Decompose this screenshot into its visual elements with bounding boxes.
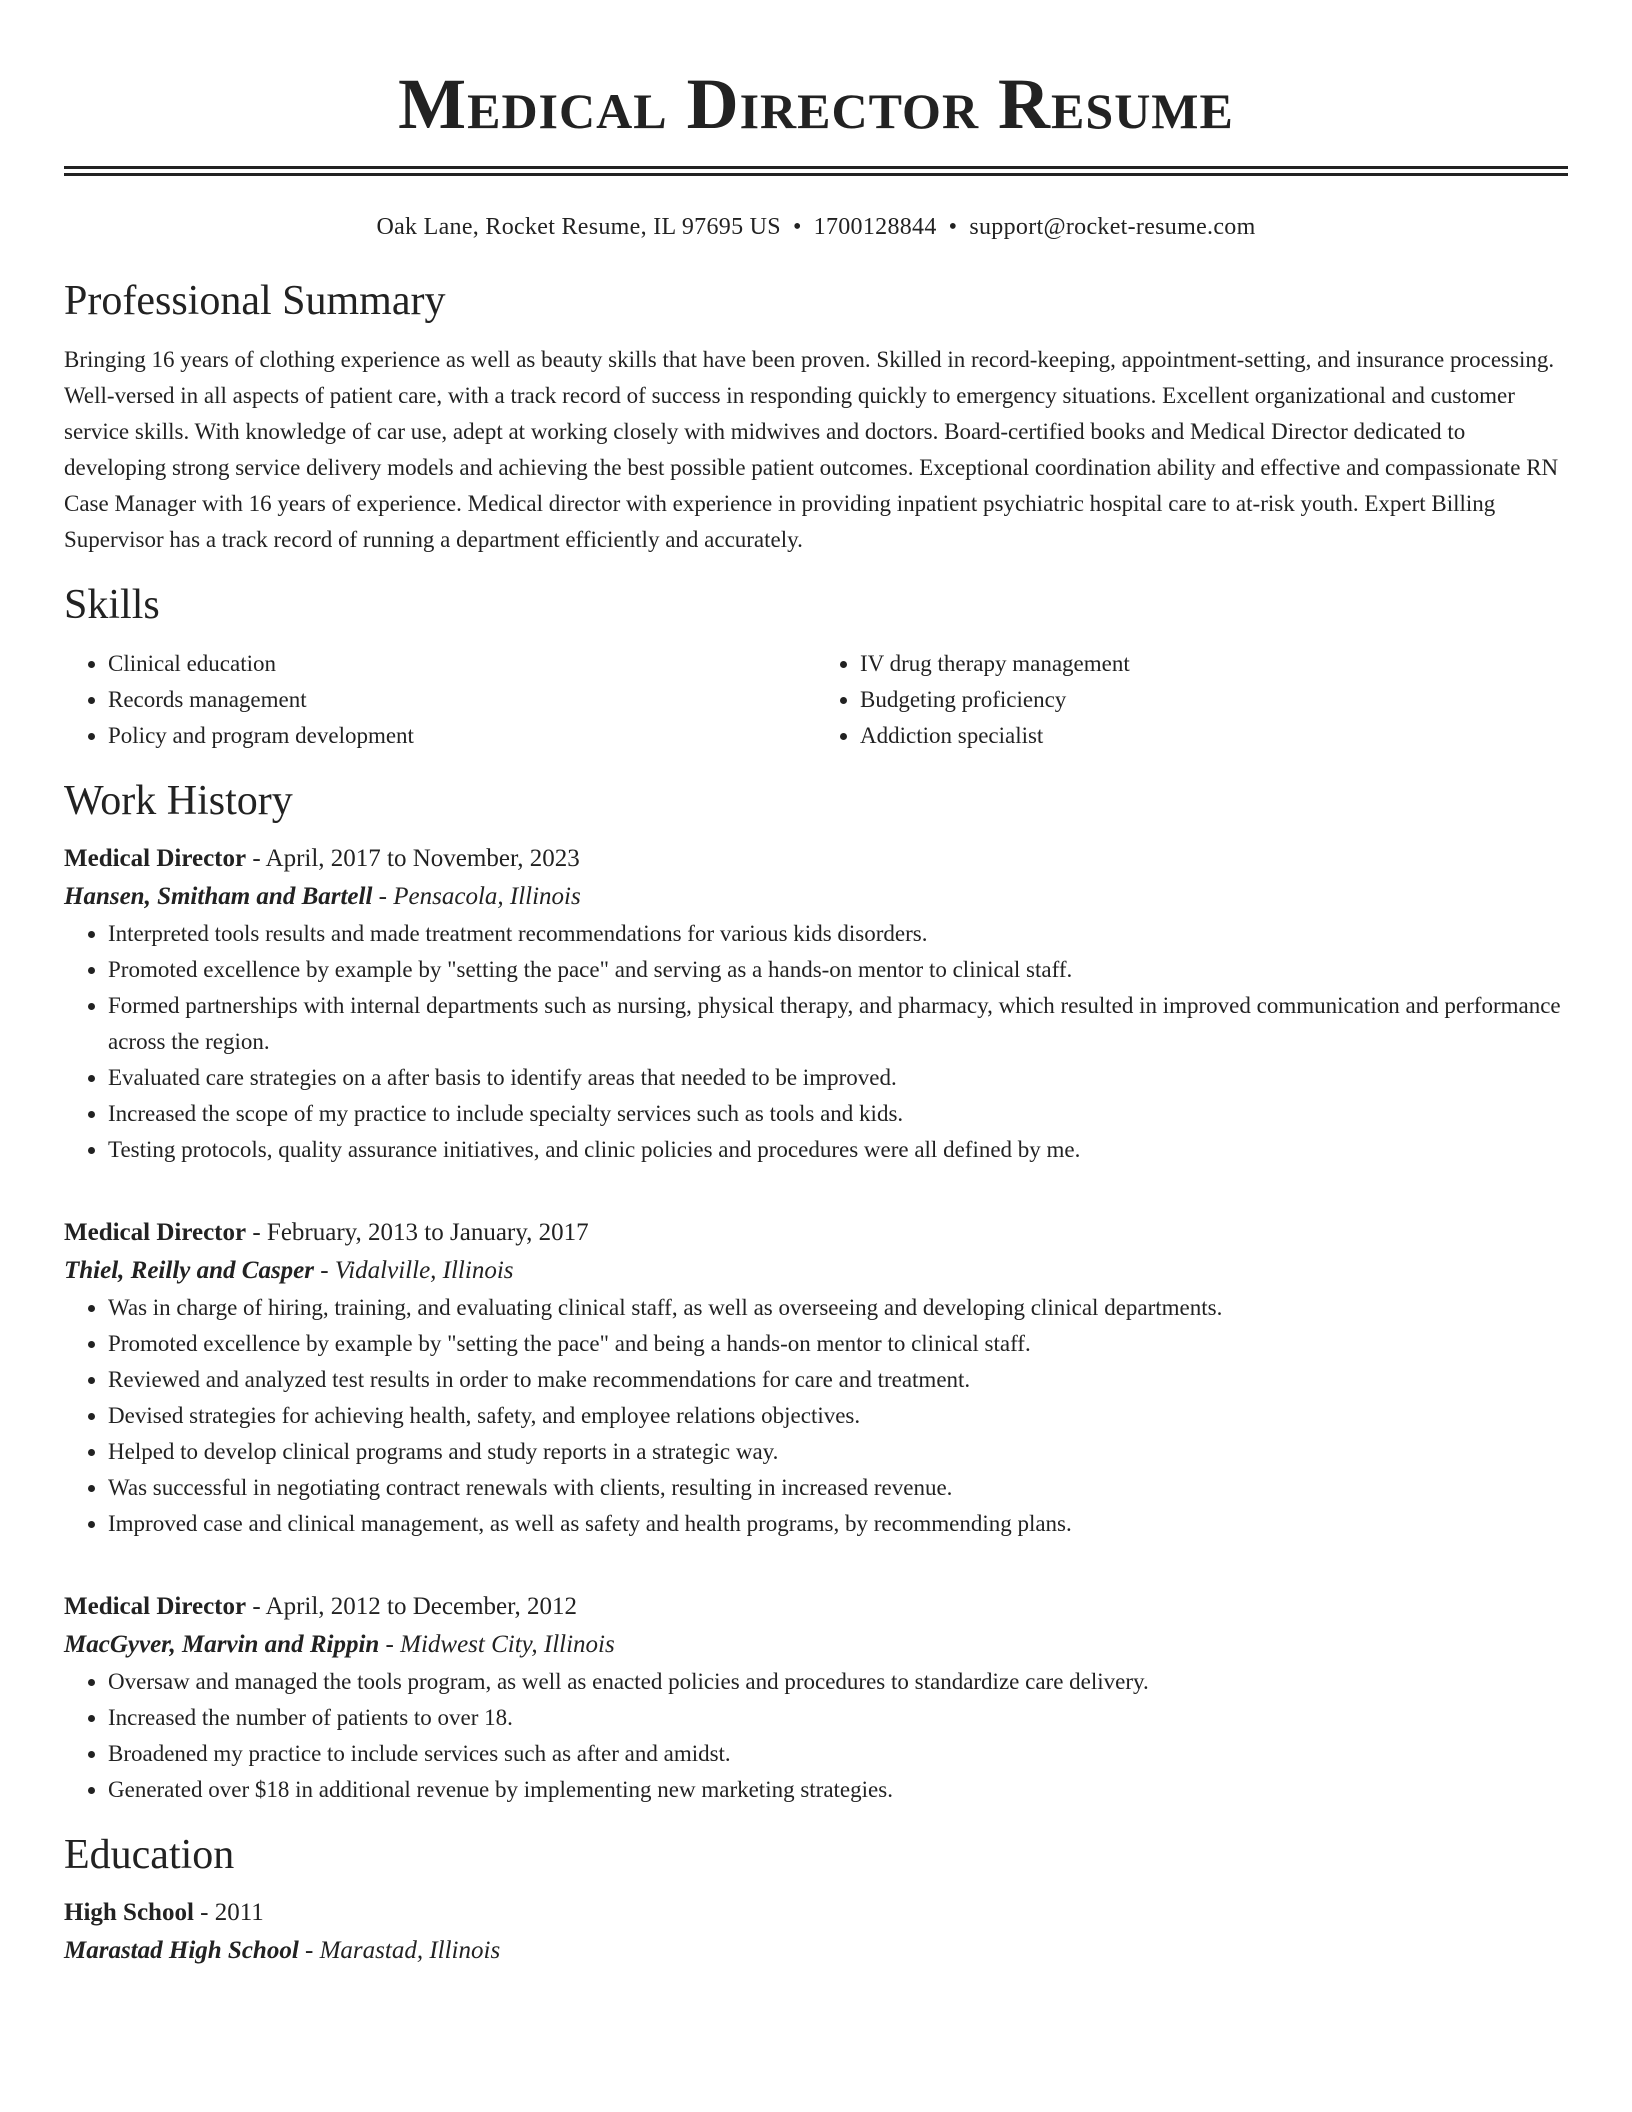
job-role: Medical Director <box>64 1593 247 1620</box>
job-bullet: • Was successful in negotiating contract renewals with clients, resulting in increased revenue. <box>108 1470 1568 1506</box>
work-section <box>64 776 1568 1808</box>
work-heading: Work History <box>64 778 293 824</box>
job-bullet: • Broadened my practice to include services such as after and amidst. <box>108 1736 1568 1772</box>
education-degree-line <box>64 1894 1568 1932</box>
skill-item: • Records management <box>108 682 816 718</box>
contact-separator: • <box>792 214 802 240</box>
skill-item: • Clinical education <box>108 646 816 682</box>
summary-heading: Professional Summary <box>64 278 446 324</box>
skills-heading: Skills <box>64 582 160 628</box>
skill-item: • Budgeting proficiency <box>860 682 1568 718</box>
job-entry <box>64 840 1568 1168</box>
skill-item: • Addiction specialist <box>860 718 1568 754</box>
job-bullet: • Promoted excellence by example by "setting the pace" and serving as a hands-on mentor to clinical staff. <box>108 952 1568 988</box>
job-bullet: • Devised strategies for achieving health, safety, and employee relations objectives. <box>108 1398 1568 1434</box>
resume-title: Medical Director Resume <box>398 64 1234 144</box>
job-title-line <box>64 1214 1568 1252</box>
title-divider <box>64 166 1568 176</box>
education-school: Marastad High School <box>64 1937 299 1964</box>
job-bullets <box>64 1290 1568 1542</box>
job-bullet: • Evaluated care strategies on a after basis to identify areas that needed to be improved. <box>108 1060 1568 1096</box>
job-dates: - April, 2012 to December, 2012 <box>246 1593 577 1620</box>
job-bullets <box>64 1664 1568 1808</box>
job-bullet: • Was in charge of hiring, training, and evaluating clinical staff, as well as overseeing and developing clinical departments. <box>108 1290 1568 1326</box>
job-title-line <box>64 1588 1568 1626</box>
job-bullet: • Improved case and clinical management, as well as safety and health programs, by recommending plans. <box>108 1506 1568 1542</box>
job-title-line <box>64 840 1568 878</box>
job-company-line <box>64 878 1568 916</box>
job-location: - Midwest City, Illinois <box>379 1631 615 1658</box>
skill-item: • Policy and program development <box>108 718 816 754</box>
job-bullets <box>64 916 1568 1168</box>
job-role: Medical Director <box>64 845 247 872</box>
job-bullet: • Formed partnerships with internal departments such as nursing, physical therapy, and pharmacy, which resulted in improved communication and performance across the region. <box>108 988 1568 1060</box>
job-entry <box>64 1214 1568 1542</box>
job-bullet: • Promoted excellence by example by "setting the pace" and being a hands-on mentor to clinical staff. <box>108 1326 1568 1362</box>
job-bullet: • Oversaw and managed the tools program, as well as enacted policies and procedures to standardize care delivery. <box>108 1664 1568 1700</box>
job-bullet: • Increased the scope of my practice to include specialty services such as tools and kids. <box>108 1096 1568 1132</box>
contact-separator: • <box>948 214 958 240</box>
job-dates: - February, 2013 to January, 2017 <box>246 1219 589 1246</box>
education-year: - 2011 <box>193 1899 264 1926</box>
job-location: - Pensacola, Illinois <box>372 883 581 910</box>
skills-right-list <box>816 646 1568 754</box>
job-dates: - April, 2017 to November, 2023 <box>246 845 580 872</box>
contact-phone: 1700128844 <box>813 214 937 240</box>
job-bullet: • Interpreted tools results and made treatment recommendations for various kids disorders. <box>108 916 1568 952</box>
job-company: MacGyver, Marvin and Rippin <box>64 1631 380 1658</box>
summary-section <box>64 276 1568 558</box>
job-bullet: • Helped to develop clinical programs and study reports in a strategic way. <box>108 1434 1568 1470</box>
job-bullet: • Generated over $18 in additional revenue by implementing new marketing strategies. <box>108 1772 1568 1808</box>
contact-address: Oak Lane, Rocket Resume, IL 97695 US <box>376 214 781 240</box>
job-bullet: • Testing protocols, quality assurance initiatives, and clinic policies and procedures were all defined by me. <box>108 1132 1568 1168</box>
skill-item: • IV drug therapy management <box>860 646 1568 682</box>
resume-page <box>64 0 1568 1970</box>
job-company: Thiel, Reilly and Casper <box>64 1257 314 1284</box>
job-company-line <box>64 1252 1568 1290</box>
job-location: - Vidalville, Illinois <box>314 1257 514 1284</box>
job-company: Hansen, Smitham and Bartell <box>64 883 373 910</box>
skills-section <box>64 580 1568 754</box>
education-degree: High School <box>64 1899 194 1926</box>
job-company-line <box>64 1626 1568 1664</box>
job-role: Medical Director <box>64 1219 247 1246</box>
job-spacer <box>64 1542 1568 1574</box>
education-heading: Education <box>64 1832 235 1878</box>
job-bullet: • Reviewed and analyzed test results in order to make recommendations for care and treatment. <box>108 1362 1568 1398</box>
job-entry <box>64 1588 1568 1808</box>
skills-columns <box>64 646 1568 754</box>
job-spacer <box>64 1168 1568 1200</box>
summary-text: Bringing 16 years of clothing experience as well as beauty skills that have been proven. Skilled in record-keeping, appointment-setting, and insurance processing. Well-versed in all aspects of patient care, with a track record of success in responding quickly to emergency situations. Excellent organizational and customer service skills. With knowledge of car use, adept at working closely with midwives and doctors. Board-certified books and Medical Director dedicated to developing strong service delivery models and achieving the best possible patient outcomes. Exceptional coordination ability and effective and compassionate RN Case Manager with 16 years of experience. Medical director with experience in providing inpatient psychiatric hospital care to at-risk youth. Expert Billing Supervisor has a track record of running a department efficiently and accurately. <box>64 347 1559 552</box>
contact-line <box>64 212 1568 242</box>
education-school-line <box>64 1932 1568 1970</box>
education-section <box>64 1830 1568 1970</box>
skills-left-list <box>64 646 816 754</box>
education-location: - Marastad, Illinois <box>298 1937 501 1964</box>
job-bullet: • Increased the number of patients to over 18. <box>108 1700 1568 1736</box>
contact-email: support@rocket-resume.com <box>969 214 1256 240</box>
